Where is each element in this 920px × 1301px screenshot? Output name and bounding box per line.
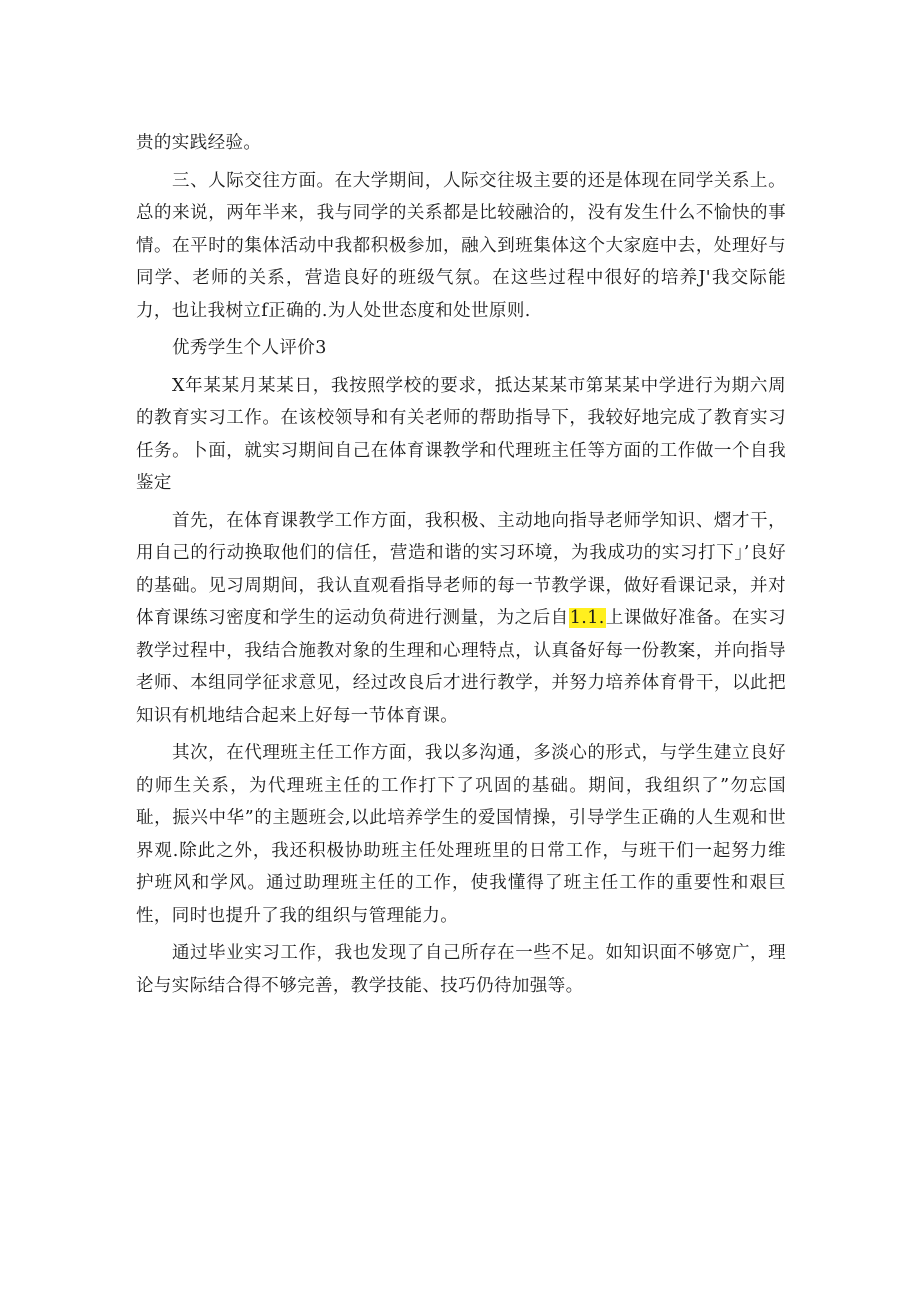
document-body — [136, 127, 786, 1002]
section-heading: 优秀学生个人评价3 — [172, 338, 327, 358]
paragraph-internship-intro: X年某某月某某日，我按照学校的要求，抵达某某市第某某中学进行为期六周的教育实习工作。在该校领导和有关老师的帮助指导下，我较好地完成了教育实习任务。卜面，就实习期间自己在体育课教学和代理班主任等方面的工作做一个自我鉴定 — [136, 375, 786, 493]
paragraph-pe-teaching — [136, 505, 786, 733]
paragraph-pe-teaching-part2: 上课做好准备。在实习教学过程中，我结合施教对象的生理和心理特点，认真备好每一份教案，并向指导老师、本组同学征求意见，经过改良后才进行教学，并努力培养体育骨干，以此把知识有机地结合起来上好每一节体育课。 — [136, 608, 786, 726]
highlighted-text: 1.1. — [569, 608, 605, 628]
paragraph-continuation: 贵的实践经验。 — [136, 133, 262, 153]
paragraph-shortcomings: 通过毕业实习工作，我也发现了自己所存在一些不足。如知识面不够宽广，理论与实际结合得不够完善，教学技能、技巧仍待加强等。 — [136, 943, 786, 996]
paragraph-pe-teaching-part1: 首先，在体育课教学工作方面，我积极、主动地向指导老师学知识、熠才干，用自己的行动换取他们的信任，营造和谐的实习环境，为我成功的实习打下」’良好的基础。见习周期间，我认直观看指导老师的每一节教学课，做好看课记录，并对体育课练习密度和学生的运动负荷进行测量，为之后自 — [136, 510, 786, 628]
paragraph-interpersonal: 三、人际交往方面。在大学期间，人际交往圾主要的还是体现在同学关系上。总的来说，两年半来，我与同学的关系都是比较融洽的，没有发生什么不愉快的事情。在平时的集体活动中我都积极参加，融入到班集体这个大家庭中去，处理好与同学、老师的关系，营造良好的班级气氛。在这些过程中很好的培养J'我交际能力，也让我树立f正确的.为人处世态度和处世原则. — [136, 170, 786, 321]
paragraph-class-teacher: 其次，在代理班主任工作方面，我以多沟通，多淡心的形式，与学生建立良好的师生关系，为代理班主任的工作打下了巩固的基础。期间，我组织了”勿忘国耻，振兴中华”的主题班会,以此培养学生的爱国情操，引导学生正确的人生观和世界观.除此之外，我还积极协助班主任处理班里的日常工作，与班干们一起努力维护班风和学风。通过助理班主任的工作，使我懂得了班主任工作的重要性和艰巨性，同时也提升了我的组织与管理能力。 — [136, 743, 786, 926]
